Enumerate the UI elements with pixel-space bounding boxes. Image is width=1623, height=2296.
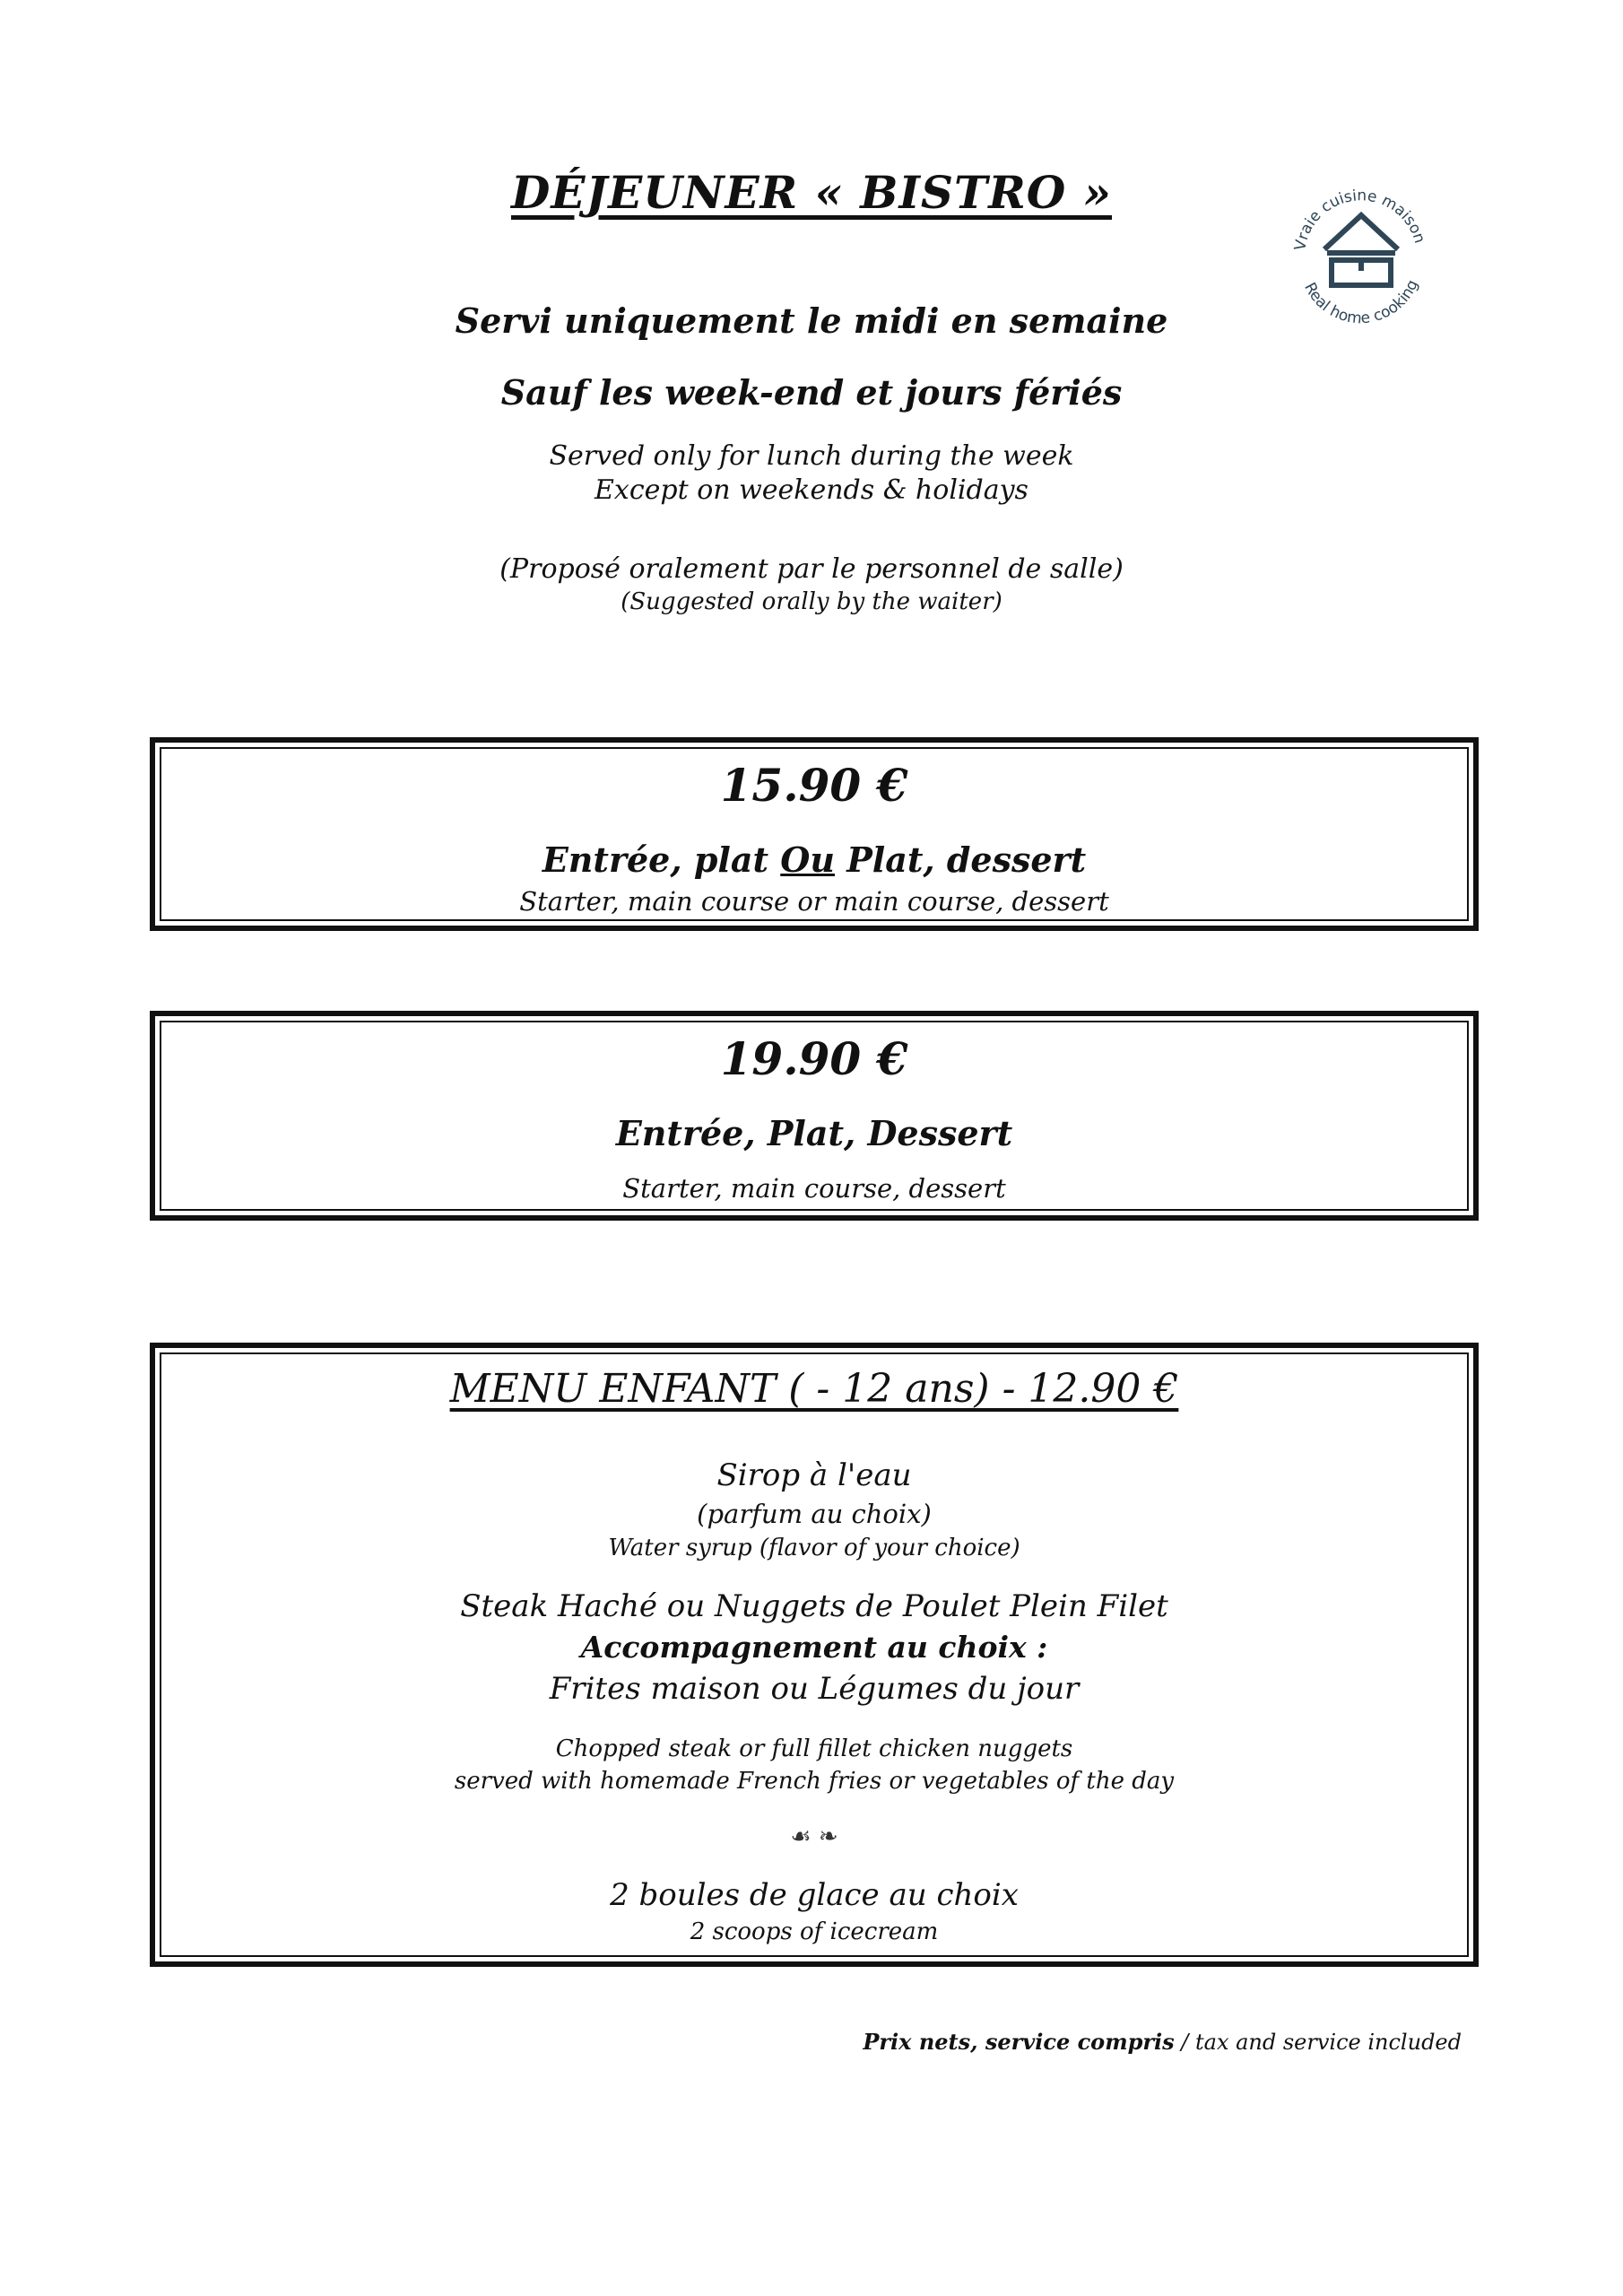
kids-dessert-fr: 2 boules de glace au choix (610, 1877, 1019, 1913)
subtitle-fr-2: Sauf les week-end et jours fériés (500, 372, 1123, 413)
subtitle-en-2: Except on weekends & holidays (595, 474, 1028, 506)
kids-drink-fr: Sirop à l'eau (716, 1457, 912, 1493)
formula-1-desc-fr: Entrée, plat Ou Plat, dessert (542, 839, 1087, 880)
kids-dessert-en: 2 scoops of icecream (690, 1918, 939, 1945)
note-fr: (Proposé oralement par le personnel de salle) (499, 553, 1124, 585)
kids-drink-en: Water syrup (flavor of your choice) (608, 1535, 1020, 1561)
footer-note: Prix nets, service compris / tax and service included (863, 2029, 1462, 2055)
subtitle-fr-1: Servi uniquement le midi en semaine (455, 300, 1168, 341)
kids-main-en-1: Chopped steak or full fillet chicken nuggets (555, 1735, 1073, 1762)
subtitle-en-1: Served only for lunch during the week (549, 440, 1074, 472)
ornament: ☙ ❧ (790, 1823, 838, 1850)
kids-menu-box (150, 1343, 1479, 1967)
note-en: (Suggested orally by the waiter) (621, 588, 1002, 615)
kids-drink-note: (parfum au choix) (697, 1499, 932, 1529)
kids-side-label: Accompagnement au choix : (580, 1630, 1048, 1665)
kids-menu-title: MENU ENFANT ( - 12 ans) - 12.90 € (449, 1366, 1179, 1412)
kids-main-fr: Steak Haché ou Nuggets de Poulet Plein Filet (460, 1588, 1168, 1624)
logo-text-top: Vraie cuisine maison (1291, 187, 1429, 253)
formula-2-desc-fr: Entrée, Plat, Dessert (615, 1113, 1013, 1153)
formula-2-desc-en: Starter, main course, dessert (622, 1173, 1006, 1204)
formula-1-price: 15.90 € (720, 759, 908, 812)
kids-side-options: Frites maison ou Légumes du jour (549, 1671, 1080, 1707)
formula-box-1 (150, 737, 1479, 931)
formula-box-2 (150, 1011, 1479, 1221)
formula-2-price: 19.90 € (720, 1032, 908, 1085)
kids-main-en-2: served with homemade French fries or vegetables of the day (454, 1768, 1175, 1795)
house-icon (1324, 215, 1398, 285)
menu-title: DÉJEUNER « BISTRO » (510, 166, 1112, 219)
formula-1-desc-en: Starter, main course or main course, dessert (519, 886, 1109, 917)
logo-text-bottom: Real home cooking (1300, 277, 1422, 328)
